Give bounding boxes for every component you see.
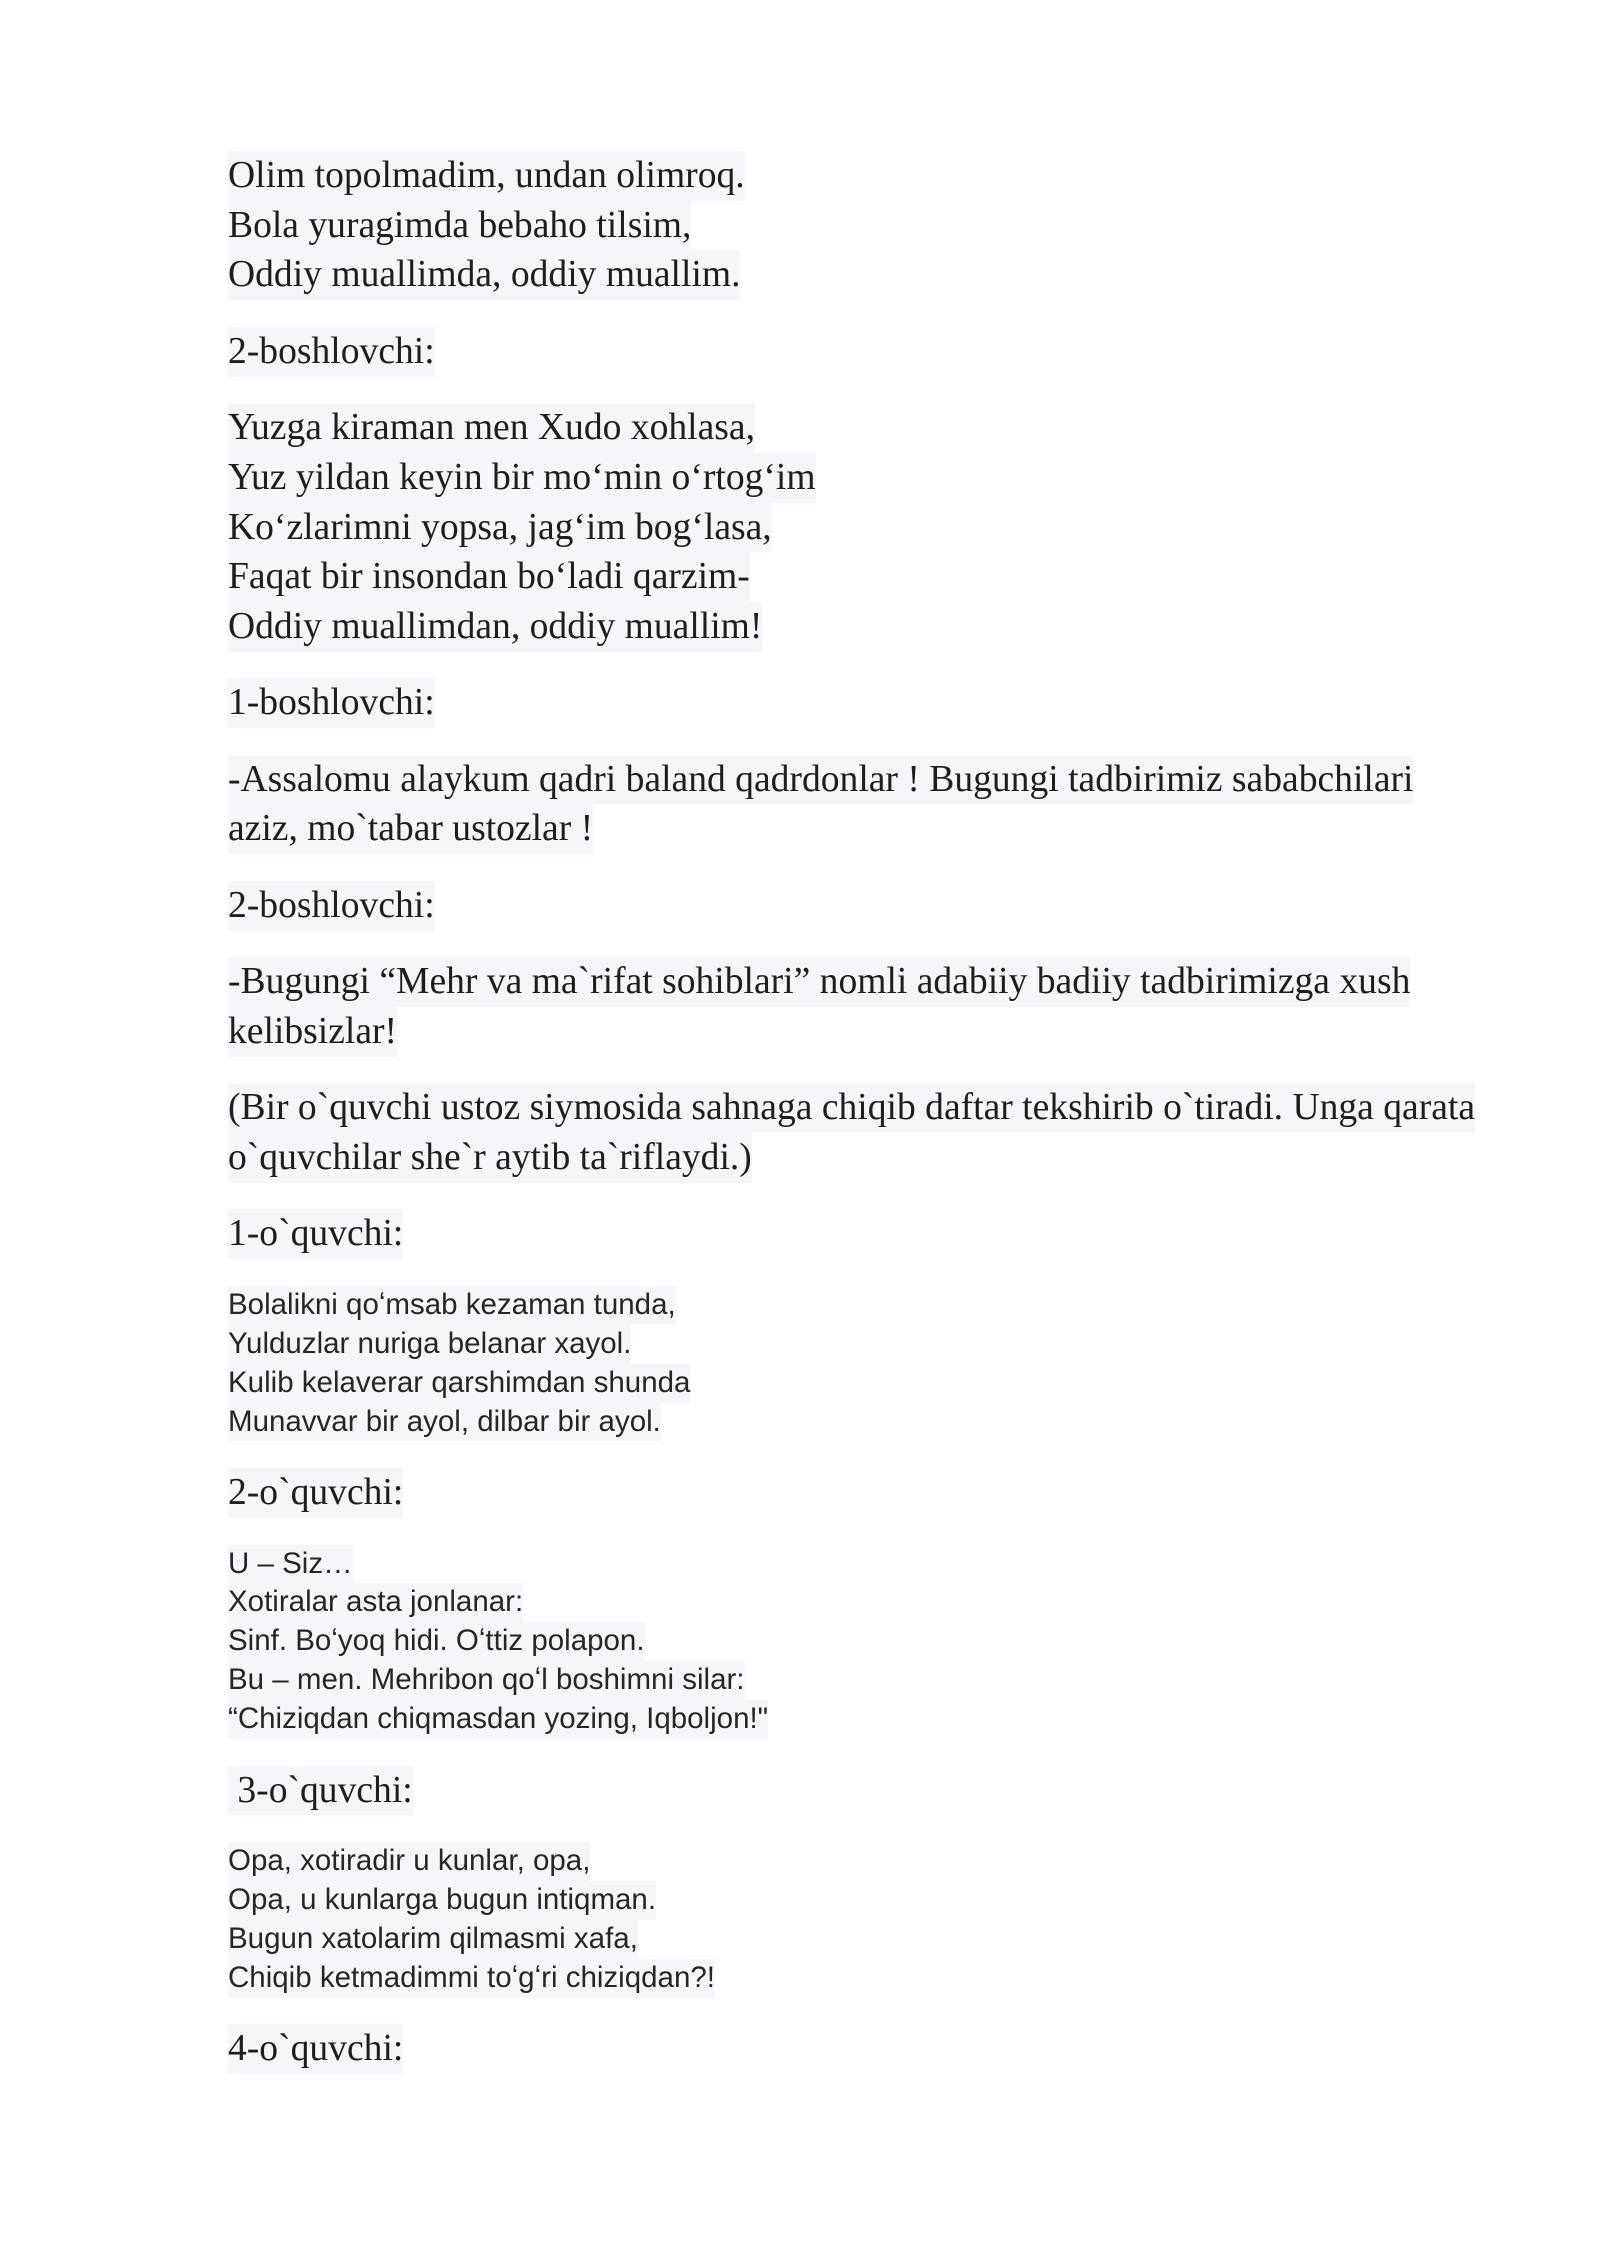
- verse-line: Yuz yildan keyin bir mo‘min o‘rtog‘im: [228, 453, 816, 503]
- poem-line: U – Siz…: [228, 1545, 353, 1584]
- verse-stanza: [228, 151, 1600, 300]
- verse-line: Olim topolmadim, undan olimroq.: [228, 151, 745, 201]
- speech-paragraph: [228, 755, 1600, 854]
- verse-line: Bola yuragimda bebaho tilsim,: [228, 201, 691, 251]
- speaker-label: 4-o`quvchi:: [228, 2024, 403, 2074]
- verse-line: Oddiy muallimdan, oddiy muallim!: [228, 602, 762, 652]
- stage-direction-line: o`quvchilar she`r aytib ta`riflaydi.): [228, 1133, 752, 1183]
- speaker-label: 2-boshlovchi:: [228, 881, 435, 931]
- poem-line: Xotiralar asta jonlanar:: [228, 1583, 523, 1622]
- poem-line: Opa, xotiradir u kunlar, opa,: [228, 1842, 590, 1881]
- verse-line: Faqat bir insondan bo‘ladi qarzim-: [228, 552, 750, 602]
- speech-line: -Bugungi “Mehr va ma`rifat sohiblari” nomli adabiiy badiiy tadbirimizga xush: [228, 957, 1410, 1007]
- poem-stanza: [228, 1545, 1600, 1740]
- poem-line: Bolalikni qoʻmsab kezaman tunda,: [228, 1286, 676, 1325]
- poem-line: Sinf. Boʻyoq hidi. Oʻttiz polapon.: [228, 1622, 645, 1661]
- speech-paragraph: [228, 957, 1600, 1056]
- poem-line: Bugun xatolarim qilmasmi xafa,: [228, 1920, 638, 1959]
- speaker-label: 3-o`quvchi:: [228, 1766, 413, 1816]
- speaker-label: 1-boshlovchi:: [228, 678, 435, 728]
- poem-line: Munavvar bir ayol, dilbar bir ayol.: [228, 1403, 661, 1442]
- poem-line: Bu – men. Mehribon qoʻl boshimni silar:: [228, 1661, 745, 1700]
- verse-line: Ko‘zlarimni yopsa, jag‘im bog‘lasa,: [228, 503, 772, 553]
- speech-line: aziz, mo`tabar ustozlar !: [228, 804, 593, 854]
- poem-stanza: [228, 1842, 1600, 1998]
- poem-line: Yulduzlar nuriga belanar xayol.: [228, 1325, 631, 1364]
- stage-direction-line: (Bir o`quvchi ustoz siymosida sahnaga chiqib daftar tekshirib o`tiradi. Unga qarata: [228, 1083, 1475, 1133]
- verse-line: Oddiy muallimda, oddiy muallim.: [228, 250, 740, 300]
- poem-line: “Chiziqdan chiqmasdan yozing, Iqboljon!": [228, 1700, 768, 1739]
- speaker-label: 2-o`quvchi:: [228, 1468, 403, 1518]
- poem-line: Kulib kelaverar qarshimdan shunda: [228, 1364, 690, 1403]
- speech-line: -Assalomu alaykum qadri baland qadrdonlar ! Bugungi tadbirimiz sababchilari: [228, 755, 1413, 805]
- speech-line: kelibsizlar!: [228, 1007, 397, 1057]
- verse-line: Yuzga kiraman men Xudo xohlasa,: [228, 403, 755, 453]
- poem-line: Opa, u kunlarga bugun intiqman.: [228, 1881, 656, 1920]
- stage-direction: [228, 1083, 1600, 1182]
- poem-stanza: [228, 1286, 1600, 1442]
- verse-stanza: [228, 403, 1600, 652]
- speaker-label: 2-boshlovchi:: [228, 327, 435, 377]
- poem-line: Chiqib ketmadimmi toʻgʻri chiziqdan?!: [228, 1959, 715, 1998]
- speaker-label: 1-o`quvchi:: [228, 1209, 403, 1259]
